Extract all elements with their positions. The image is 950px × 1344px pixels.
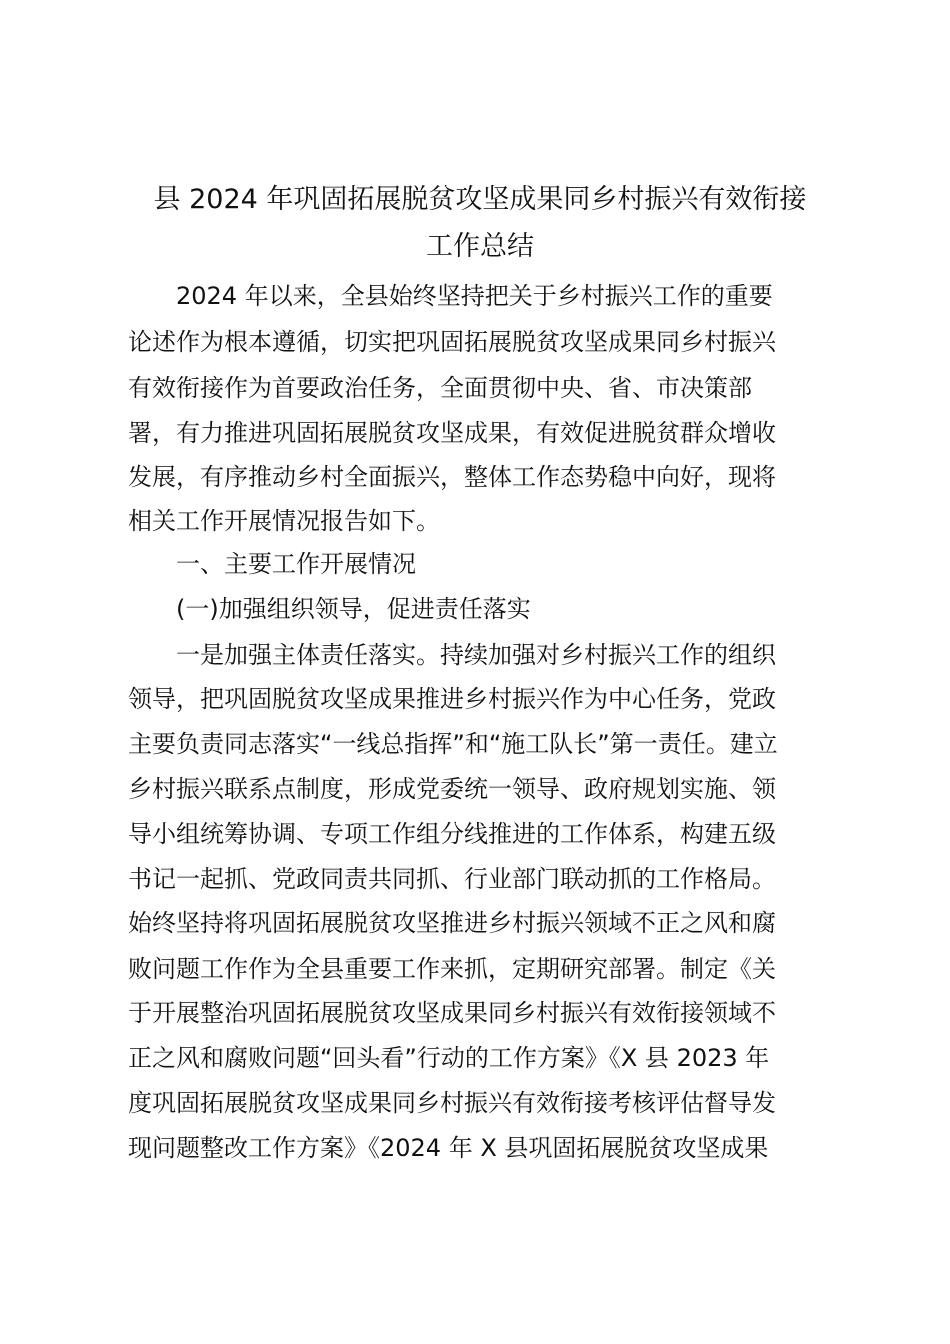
body-line-1: 2024 年以来，全县始终坚持把关于乡村振兴工作的重要 xyxy=(176,282,773,310)
section-heading: 一、主要工作开展情况 xyxy=(176,550,416,578)
body-line-6: 相关工作开展情况报告如下。 xyxy=(128,507,440,535)
body-line-10: 领导，把巩固脱贫攻坚成果推进乡村振兴作为中心任务，党政 xyxy=(128,685,776,713)
body-line-11: 主要负责同志落实“一线总指挥”和“施工队长”第一责任。建立 xyxy=(128,730,778,758)
document-title-line-2: 工作总结 xyxy=(426,231,534,262)
body-line-18: 正之风和腐败问题“回头看”行动的工作方案》《X 县 2023 年 xyxy=(128,1044,770,1072)
body-line-2: 论述作为根本遵循，切实把巩固拓展脱贫攻坚成果同乡村振兴 xyxy=(128,328,776,356)
body-line-3: 有效衔接作为首要政治任务，全面贯彻中央、省、市决策部 xyxy=(128,374,752,402)
subsection-heading: (一)加强组织领导，促进责任落实 xyxy=(176,595,531,623)
body-line-16: 败问题工作作为全县重要工作来抓，定期研究部署。制定《关 xyxy=(128,955,776,983)
body-line-17: 于开展整治巩固拓展脱贫攻坚成果同乡村振兴有效衔接领域不 xyxy=(128,999,776,1027)
body-line-5: 发展，有序推动乡村全面振兴，整体工作态势稳中向好，现将 xyxy=(128,463,776,491)
body-line-9: 一是加强主体责任落实。持续加强对乡村振兴工作的组织 xyxy=(176,641,776,669)
document-title-line-1: 县 2024 年巩固拓展脱贫攻坚成果同乡村振兴有效衔接 xyxy=(153,184,807,215)
body-line-19: 度巩固拓展脱贫攻坚成果同乡村振兴有效衔接考核评估督导发 xyxy=(128,1089,776,1117)
body-line-4: 署，有力推进巩固拓展脱贫攻坚成果，有效促进脱贫群众增收 xyxy=(128,419,776,447)
body-line-12: 乡村振兴联系点制度，形成党委统一领导、政府规划实施、领 xyxy=(128,775,776,803)
body-line-13: 导小组统筹协调、专项工作组分线推进的工作体系，构建五级 xyxy=(128,820,776,848)
body-line-15: 始终坚持将巩固拓展脱贫攻坚推进乡村振兴领域不正之风和腐 xyxy=(128,909,776,937)
body-line-14: 书记一起抓、党政同责共同抓、行业部门联动抓的工作格局。 xyxy=(128,865,776,893)
body-line-20: 现问题整改工作方案》《2024 年 X 县巩固拓展脱贫攻坚成果 xyxy=(128,1134,769,1162)
